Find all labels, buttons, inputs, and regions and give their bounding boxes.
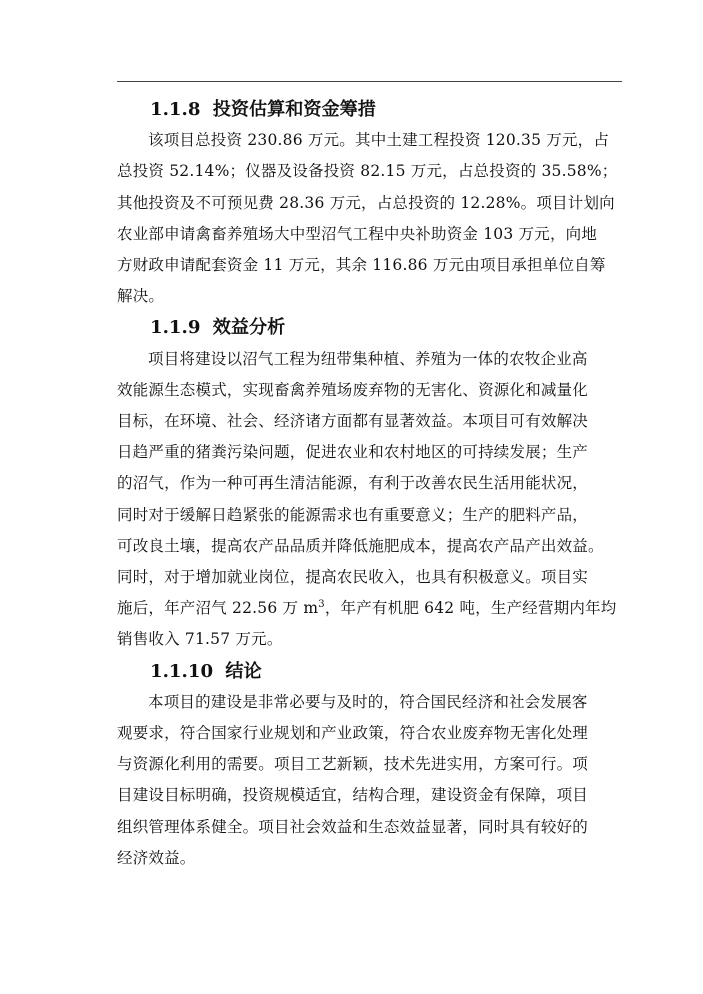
text-line-superscript — [117, 593, 622, 624]
text-segment: 施后，年产沼气 22.56 万 m — [117, 599, 319, 618]
section-title: 结论 — [225, 660, 262, 682]
section-number: 1.1.8 — [150, 99, 201, 120]
text-line: 目标，在环境、社会、经济诸方面都有显著效益。本项目可有效解决 — [117, 412, 589, 431]
text-line: 组织管理体系健全。项目社会效益和生态效益显著，同时具有较好的 — [117, 817, 589, 836]
text-line: 效能源生态模式，实现畜禽养殖场废弃物的无害化、资源化和减量化 — [117, 380, 589, 399]
paragraph-conclusion — [117, 687, 622, 874]
text-line: 项目将建设以沼气工程为纽带集种植、养殖为一体的农牧企业高 — [148, 349, 588, 368]
text-line: 同时对于缓解日趋紧张的能源需求也有重要意义；生产的肥料产品， — [117, 505, 589, 524]
document-body — [117, 94, 622, 874]
text-line: 观要求，符合国家行业规划和产业政策，符合农业废弃物无害化处理 — [117, 724, 589, 743]
text-segment: ，年产有机肥 642 吨，生产经营期内年均 — [324, 599, 617, 618]
paragraph-investment — [117, 125, 622, 312]
text-line: 农业部申请禽畜养殖场大中型沼气工程中央补助资金 103 万元，向地 — [117, 224, 598, 243]
text-line: 目建设目标明确，投资规模适宜，结构合理，建设资金有保障，项目 — [117, 786, 589, 805]
text-line: 该项目总投资 230.86 万元。其中土建工程投资 120.35 万元，占 — [148, 131, 610, 150]
text-line: 其他投资及不可预见费 28.36 万元，占总投资的 12.28%。项目计划向 — [117, 193, 615, 212]
section-heading-1-1-9 — [117, 312, 622, 343]
section-number: 1.1.10 — [150, 660, 214, 682]
text-line: 经济效益。 — [117, 848, 196, 867]
text-line: 的沼气，作为一种可再生清洁能源，有利于改善农民生活用能状况， — [117, 474, 589, 493]
text-line: 同时，对于增加就业岗位，提高农民收入，也具有积极意义。项目实 — [117, 568, 589, 587]
section-heading-1-1-10 — [117, 656, 622, 687]
section-title: 投资估算和资金筹措 — [212, 99, 376, 120]
section-heading-1-1-8 — [117, 94, 622, 125]
paragraph-benefit-analysis — [117, 344, 622, 656]
superscript: 3 — [318, 599, 325, 611]
text-line: 解决。 — [117, 287, 165, 306]
text-line: 与资源化利用的需要。项目工艺新颖，技术先进实用，方案可行。项 — [117, 755, 589, 774]
section-title: 效益分析 — [212, 317, 286, 339]
text-line: 销售收入 71.57 万元。 — [117, 630, 283, 649]
text-line: 总投资 52.14%；仪器及设备投资 82.15 万元，占总投资的 35.58%； — [117, 162, 618, 181]
header-rule — [117, 81, 622, 82]
text-line: 可改良土壤，提高农产品品质并降低施肥成本，提高农产品产出效益。 — [117, 536, 604, 555]
text-line: 方财政申请配套资金 11 万元，其余 116.86 万元由项目承担单位自筹 — [117, 256, 606, 275]
text-line: 日趋严重的猪粪污染问题，促进农业和农村地区的可持续发展；生产 — [117, 443, 589, 462]
text-line: 本项目的建设是非常必要与及时的，符合国民经济和社会发展客 — [148, 692, 588, 711]
section-number: 1.1.9 — [150, 317, 201, 339]
